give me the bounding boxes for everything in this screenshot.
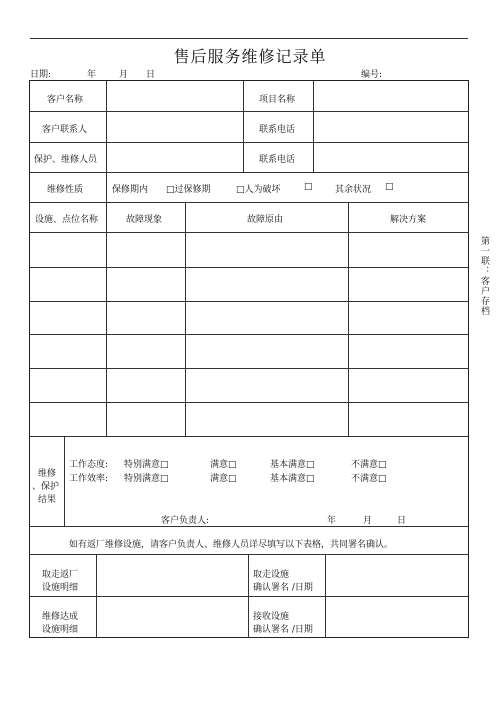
row-divider (30, 172, 468, 173)
col-divider (243, 81, 244, 172)
date-month: 月 (119, 70, 129, 80)
date-day: 日 (146, 70, 156, 80)
row-divider (30, 334, 468, 335)
attitude-unsatisfied[interactable]: 不满意□ (351, 460, 387, 470)
row-divider (30, 301, 468, 302)
row-divider (30, 232, 468, 233)
contact-phone-label-2: 联系电话 (259, 155, 296, 165)
result-year: 年 (327, 516, 337, 526)
cause-column-header: 故障原由 (247, 215, 284, 225)
col-divider (106, 202, 107, 436)
row-divider (30, 436, 468, 437)
efficiency-satisfied[interactable]: 满意□ (210, 474, 237, 484)
efficiency-basic-satisfied[interactable]: 基本满意□ (270, 474, 315, 484)
result-day: 日 (397, 516, 407, 526)
col-divider (348, 202, 349, 436)
taken-confirm-label-1: 取走设施 (253, 570, 290, 580)
human-damage-option[interactable]: □人为破坏 (236, 185, 281, 195)
col-divider (248, 554, 249, 638)
customer-contact-label: 客户联系人 (42, 125, 88, 135)
return-notice: 如有返厂维修设施，请客户负责人、维修人员详尽填写以下表格，共同署名确认。 (69, 540, 394, 550)
result-label-1: 维修 (38, 469, 57, 479)
page-title: 售后服务维修记录单 (173, 47, 327, 66)
solution-column-header: 解决方案 (390, 215, 427, 225)
attitude-satisfied[interactable]: 满意□ (210, 460, 237, 470)
repaired-devices-label-2: 设施明细 (42, 625, 79, 635)
device-column-header: 设施、点位名称 (35, 215, 99, 225)
taken-confirm-label-2: 确认署名 /日期 (253, 583, 313, 593)
received-confirm-label-2: 确认署名 /日期 (253, 625, 313, 635)
attitude-basic-satisfied[interactable]: 基本满意□ (270, 460, 315, 470)
efficiency-very-satisfied[interactable]: 特别满意□ (124, 474, 169, 484)
row-divider (30, 202, 468, 203)
other-option: 其余状况 (335, 185, 372, 195)
taken-devices-label-1: 取走返厂 (42, 570, 79, 580)
col-divider (64, 436, 65, 526)
date-year: 年 (87, 70, 97, 80)
contact-phone-label: 联系电话 (259, 125, 296, 135)
attitude-very-satisfied[interactable]: 特别满意□ (124, 460, 169, 470)
repair-type-label: 维修性质 (47, 185, 84, 195)
result-month: 月 (363, 516, 373, 526)
in-warranty-option[interactable]: 保修期内 (112, 185, 149, 195)
result-label-3: 结果 (38, 495, 57, 505)
received-confirm-label-1: 接收设施 (253, 612, 290, 622)
efficiency-label: 工作效率: (69, 474, 109, 484)
row-divider (30, 368, 468, 369)
col-divider (96, 554, 97, 638)
row-divider (30, 111, 468, 112)
maintainer-label: 保护、维修人员 (34, 155, 98, 165)
col-divider (325, 554, 326, 638)
fault-column-header: 故障现象 (126, 215, 163, 225)
number-label: 编号: (361, 70, 383, 80)
result-label-2: 、保护 (32, 482, 60, 492)
col-divider (106, 172, 107, 202)
customer-name-label: 客户名称 (47, 95, 84, 105)
row-divider (30, 526, 468, 527)
copy-note: 第一联：客户存档 (479, 236, 489, 316)
col-divider (185, 202, 186, 436)
responsible-label: 客户负责人: (161, 516, 210, 526)
record-form-table (29, 80, 469, 638)
row-divider (30, 267, 468, 268)
human-damage-checkbox[interactable]: □ (304, 182, 313, 192)
repaired-devices-label-1: 维修达成 (42, 612, 79, 622)
efficiency-unsatisfied[interactable]: 不满意□ (351, 474, 387, 484)
col-divider (106, 81, 107, 172)
taken-devices-label-2: 设施明细 (42, 583, 79, 593)
row-divider (30, 142, 468, 143)
project-name-label: 项目名称 (259, 95, 296, 105)
col-divider (313, 81, 314, 172)
other-checkbox[interactable]: □ (385, 182, 394, 192)
attitude-label: 工作态度: (69, 460, 109, 470)
top-rule (30, 38, 468, 39)
out-warranty-option[interactable]: □过保修期 (166, 185, 211, 195)
date-label: 日期: (30, 70, 52, 80)
row-divider (30, 402, 468, 403)
